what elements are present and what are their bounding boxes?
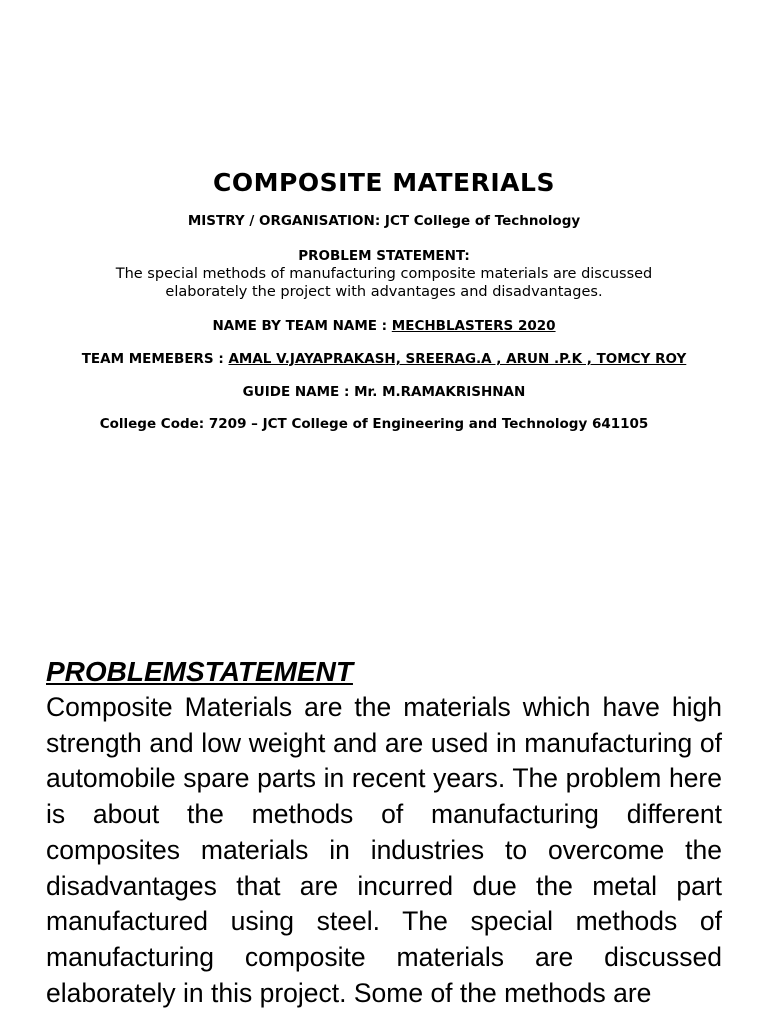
section-body: Composite Materials are the materials which have high strength and low weight and are used in manufacturing of automobile spare parts in recent years. The problem here is about the methods of manufacturing different composites materials in industries to overcome the disadvantages that are incurred due the metal part manufactured using steel. The special methods of manufacturing composite materials are discussed elaborately in this project. Some of the methods are xyxy=(46,692,722,1008)
team-members-line xyxy=(0,351,768,367)
guide-label: GUIDE NAME : xyxy=(242,384,350,400)
organisation-line xyxy=(0,213,768,229)
problem-summary-line-2: elaborately the project with advantages and disadvantages. xyxy=(165,284,603,300)
document-title: COMPOSITE MATERIALS xyxy=(213,168,555,197)
team-members-label: TEAM MEMEBERS : xyxy=(81,351,224,367)
college-line: College Code: 7209 – JCT College of Engineering and Technology 641105 xyxy=(99,416,649,432)
team-name-line xyxy=(0,318,768,334)
guide-value: Mr. M.RAMAKRISHNAN xyxy=(354,384,526,400)
organisation-value: JCT College of Technology xyxy=(384,213,581,229)
section-heading: PROBLEMSTATEMENT xyxy=(46,656,353,687)
problem-statement-summary xyxy=(0,265,768,301)
problem-statement-section xyxy=(46,654,722,1011)
organisation-label: MISTRY / ORGANISATION: xyxy=(187,213,381,229)
team-members-value: AMAL V.JAYAPRAKASH, SREERAG.A , ARUN .P.K , TOMCY ROY xyxy=(228,351,687,367)
problem-summary-line-1: The special methods of manufacturing composite materials are discussed xyxy=(115,266,653,282)
team-name-label: NAME BY TEAM NAME : xyxy=(212,318,388,334)
problem-statement-label: PROBLEM STATEMENT: xyxy=(298,248,470,264)
guide-line xyxy=(0,384,768,400)
team-name-value: MECHBLASTERS 2020 xyxy=(391,318,556,334)
